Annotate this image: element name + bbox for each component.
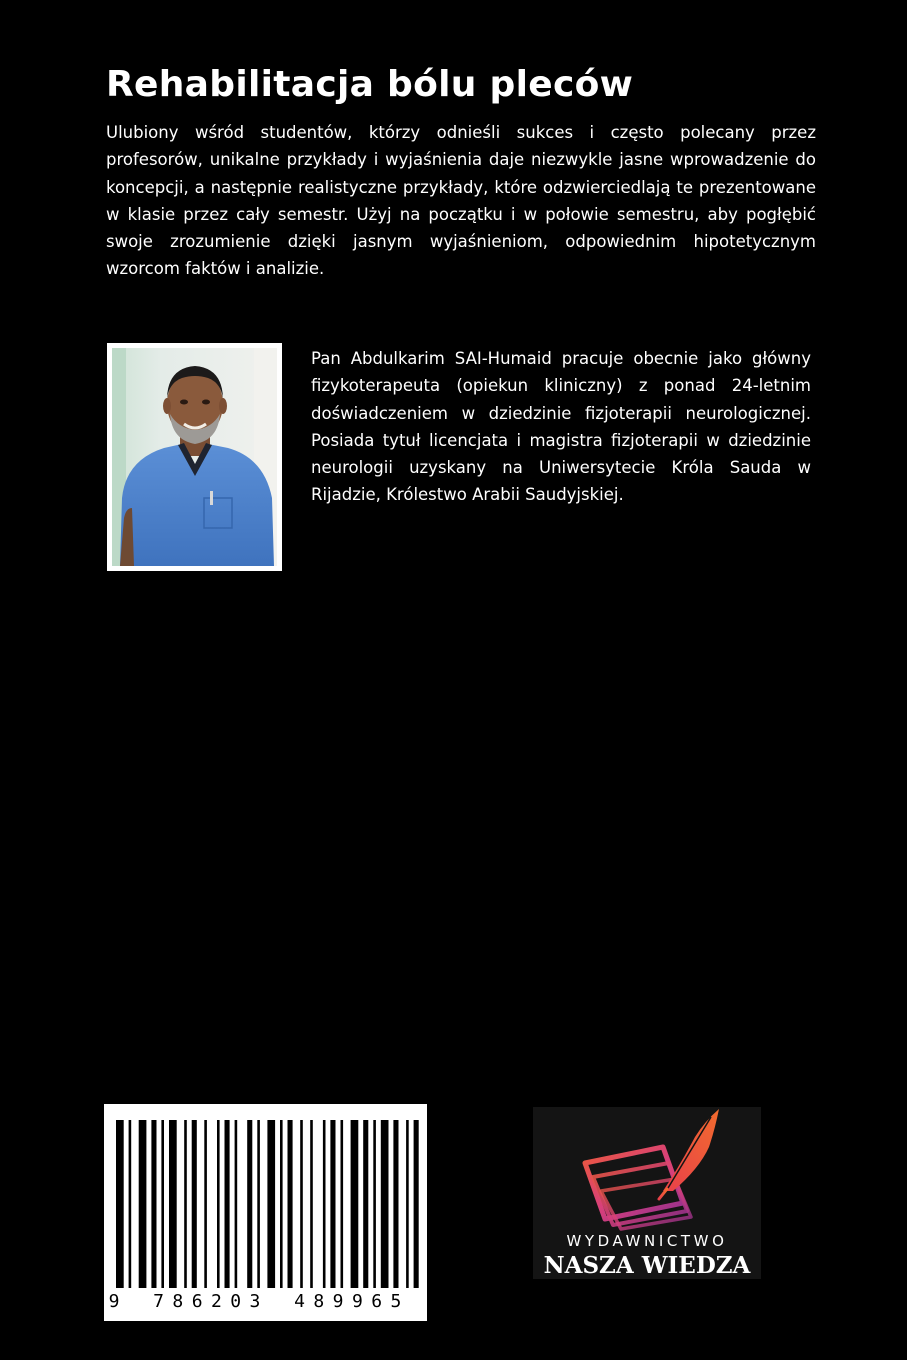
barcode-bar (414, 1120, 419, 1288)
barcode-bar (204, 1120, 207, 1288)
barcode-bar (341, 1120, 344, 1288)
isbn-digit: 6 (191, 1291, 203, 1312)
barcode-bar (393, 1120, 398, 1288)
barcode-bar (184, 1120, 187, 1288)
barcode-bars (104, 1104, 427, 1294)
isbn-digit: 4 (294, 1291, 305, 1312)
barcode-bar (310, 1120, 313, 1288)
isbn-digit: 9 (332, 1291, 344, 1312)
barcode-bar (323, 1120, 326, 1288)
isbn-digit: 9 (351, 1291, 363, 1312)
isbn-digit: 8 (172, 1291, 184, 1312)
author-photo-frame (107, 343, 282, 571)
publisher-logo-box (533, 1107, 761, 1279)
barcode-bar (406, 1120, 409, 1288)
barcode-bar (129, 1120, 132, 1288)
isbn-digit: 0 (230, 1291, 242, 1312)
barcode-bar (116, 1120, 124, 1288)
author-bio: Pan Abdulkarim SAI-Humaid pracuje obecnie jako główny fizykoterapeuta (opiekun kliniczny) z ponad 24-letnim doświadczeniem w dziedzinie fizjoterapii neurologicznej. Posiada tytuł licencjata i magistra fizjoterapii w dziedzinie neurologii uzyskany na Uniwersytecie Króla Sauda w Rijadzie, Królestwo Arabii Saudyjskiej. (311, 349, 811, 505)
barcode-bar (192, 1120, 197, 1288)
barcode-bar (217, 1120, 220, 1288)
book-blurb: Ulubiony wśród studentów, którzy odnieśli sukces i często polecany przez profesorów, unikalne przykłady i wyjaśnienia daje niezwykle jasne wprowadzenie do koncepcji, a następnie realistyczne przykłady, które odzwierciedlają te prezentowane w klasie przez cały semestr. Użyj na początku i w połowie semestru, aby pogłębić swoje zrozumienie dzięki jasnym wyjaśnieniom, odpowiednim hipotetycznym wzorcom faktów i analizie. (106, 123, 816, 279)
barcode-bar (267, 1120, 275, 1288)
barcode-bar (225, 1120, 230, 1288)
author-photo (112, 348, 277, 566)
isbn-number (104, 1288, 427, 1316)
barcode-bar (363, 1120, 368, 1288)
barcode-bar (330, 1120, 335, 1288)
barcode-bar (381, 1120, 389, 1288)
barcode-bar (139, 1120, 147, 1288)
publisher-name: NASZA WIEDZA (543, 1252, 751, 1279)
isbn-digit: 7 (153, 1291, 164, 1312)
isbn-digit: 2 (210, 1291, 222, 1312)
isbn-digit: 5 (390, 1291, 402, 1312)
barcode-bar (235, 1120, 238, 1288)
isbn-digit: 8 (313, 1291, 325, 1312)
book-quill-logo-icon (533, 1107, 761, 1232)
barcode-bar (169, 1120, 177, 1288)
publisher-label: WYDAWNICTWO (566, 1232, 728, 1250)
barcode-bar (247, 1120, 252, 1288)
barcode-bar (161, 1120, 164, 1288)
barcode-bar (151, 1120, 156, 1288)
isbn-digit: 6 (371, 1291, 383, 1312)
isbn-digit: 9 (108, 1291, 120, 1312)
barcode-bar (280, 1120, 283, 1288)
isbn-barcode (104, 1104, 427, 1321)
barcode-bar (351, 1120, 359, 1288)
isbn-digit: 3 (249, 1291, 261, 1312)
book-title: Rehabilitacja bólu pleców (106, 64, 634, 105)
barcode-bar (288, 1120, 293, 1288)
barcode-bar (373, 1120, 376, 1288)
barcode-bar (257, 1120, 260, 1288)
barcode-bar (300, 1120, 303, 1288)
